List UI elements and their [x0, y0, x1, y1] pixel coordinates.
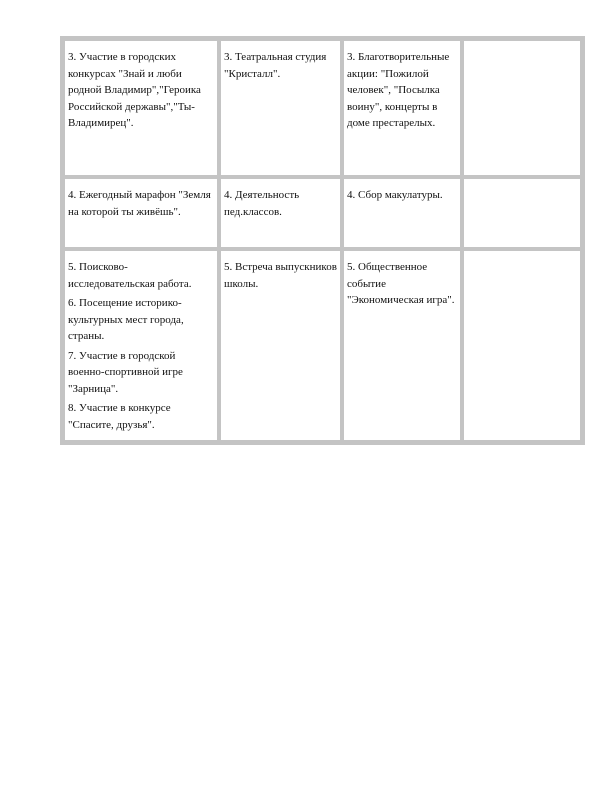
cell-paragraph: 8. Участие в конкурсе "Спасите, друзья".: [68, 402, 171, 431]
table-row: [63, 249, 582, 442]
table-cell: [63, 249, 219, 442]
table-cell: 3. Участие в городских конкурсах "Знай и люби родной Владимир","Героика Российской державы","Ты-Владимирец".: [63, 39, 219, 177]
table-cell: 3. Благотворительные акции: "Пожилой человек", "Посылка воину", концерты в доме престарелых.: [342, 39, 462, 177]
table-row: [63, 39, 582, 177]
table-row: [63, 177, 582, 249]
table-cell-empty: [462, 177, 582, 249]
activities-table: [60, 36, 585, 445]
table-cell: 5. Встреча выпускников школы.: [219, 249, 342, 442]
table-cell: 4. Сбор макулатуры.: [342, 177, 462, 249]
table-cell: 4. Ежегодный марафон "Земля на которой ты живёшь".: [63, 177, 219, 249]
table-cell: 3. Театральная студия "Кристалл".: [219, 39, 342, 177]
cell-paragraph: 7. Участие в городской военно-спортивной игре "Зарница".: [68, 349, 183, 395]
table-cell-empty: [462, 249, 582, 442]
table-cell-empty: [462, 39, 582, 177]
table-cell: 4. Деятельность пед.классов.: [219, 177, 342, 249]
cell-paragraph: 5. Поисково-исследовательская работа.: [68, 261, 192, 290]
cell-paragraph: 6. Посещение историко-культурных мест города, страны.: [68, 297, 184, 342]
table-cell: 5. Общественное событие "Экономическая игра".: [342, 249, 462, 442]
